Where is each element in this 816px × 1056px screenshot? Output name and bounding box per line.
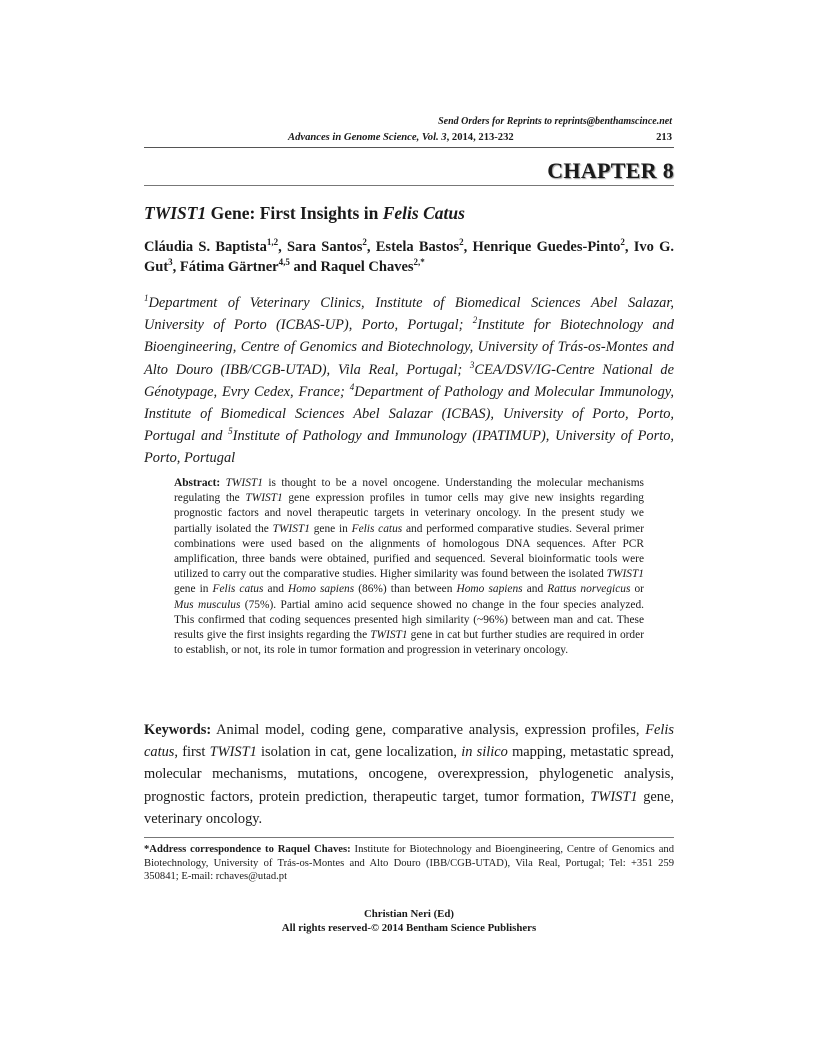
author-name: Fátima Gärtner [179,259,279,275]
keyword-text: Animal model, coding gene, comparative analysis, expression profiles, [211,722,646,738]
abstract-text: or [630,583,644,596]
abstract-text: Rattus norvegicus [547,583,631,596]
keyword-text: in silico [461,744,508,761]
keyword-text: veterinary oncology. [144,810,263,827]
abstract-text: Homo sapiens [456,583,523,596]
author-separator: , [366,239,376,255]
title-species: Felis Catus [382,203,465,223]
author-name: Ivo G. Gut [144,239,675,275]
abstract-text: is thought to be a novel oncogene. Understanding the molecular mechanisms regulating the [174,477,644,505]
author-separator: , [172,259,180,275]
author-name: Cláudia S. Baptista [144,239,267,255]
abstract-text: (75%). Partial amino acid sequence showed no change in the four species analyzed. This confirmed that coding sequences presented high similarity (~96%) between man and cat. These results give the first insights regarding the [174,598,644,642]
affiliation-number: 4 [349,382,355,393]
abstract-text: Mus musculus [174,598,241,611]
author-separator: , [463,239,473,255]
header-divider [144,147,674,148]
author-affiliation-ref: 2 [620,237,625,248]
keyword-text: , [670,788,674,805]
affiliation-number: 2 [472,315,478,326]
chapter-title [144,203,674,224]
abstract-text: and [263,583,289,596]
footnote-text: Institute for Biotechnology and Bioengineering, Centre of Genomics and Biotechnology, University of Trás-os-Montes and Alto Douro (IBB/CGB-UTAD), Vila Real, Portugal; Tel: +351 259 350841; E-mail: rchaves@utad.pt [144,844,674,883]
abstract-text: gene in [174,583,213,596]
footnote-divider [144,837,674,838]
chapter-label: CHAPTER 8 [547,158,674,183]
affiliation-number: 5 [228,426,233,437]
keywords [144,719,674,830]
author-separator: , [278,239,288,255]
footnote-label: *Address correspondence to Raquel Chaves: [144,844,351,855]
affiliations [144,292,674,470]
rights-line: All rights reserved-© 2014 Bentham Science Publishers [281,922,537,934]
author-affiliation-ref: 2 [362,237,367,248]
author-separator: , [624,239,634,255]
affiliation-text: CEA/DSV/IG-Centre National de Génotypage, Evry Cedex, France; [144,361,674,400]
keyword-text: Felis catus [144,722,674,761]
abstract-text: Homo sapiens [288,583,355,596]
affiliation-text: Institute of Pathology and Immunology (IPATIMUP), University of Porto, Porto, Portugal [144,428,674,467]
author-affiliation-ref: 1,2 [266,237,279,248]
abstract-text: TWIST1 [370,629,408,642]
author-list [144,237,674,277]
abstract-text: and performed comparative studies. Several primer combinations were used based on the alignments of homologous DNA sequences. After PCR amplification, three bands were obtained, purified and sequenced. Several bioinformatic tools were utilized to carry out the comparative studies. Higher similarity was found between the isolated [174,522,645,581]
abstract-text: gene expression profiles in tumor cells may give new insights regarding prognostic factors and novel therapeutic targets in veterinary oncology. In the present study we partially isolated the [174,492,644,535]
affiliation-number: 3 [469,359,475,370]
keywords-body [144,722,674,827]
author-name: Raquel Chaves [320,259,414,275]
abstract-text: and [522,583,548,596]
abstract [174,476,644,658]
abstract-text: (86%) than between [354,583,457,596]
abstract-text: TWIST1 [606,568,644,581]
reprint-note: Send Orders for Reprints to reprints@benthamscince.net [438,116,672,127]
keyword-text: mapping, metastatic spread, molecular mechanisms, mutations, oncogene, overexpression, phylogenetic analysis, prognostic factors, protein prediction, therapeutic target, tumor formation, [144,744,675,805]
abstract-text: Felis catus [351,522,403,535]
page-number: 213 [656,132,672,143]
keyword-text: TWIST1 [590,788,638,805]
keyword-text: , first [174,744,210,761]
author-name: Henrique Guedes-Pinto [472,239,621,255]
keyword-text: isolation in cat, gene localization, [256,744,462,761]
title-gene: TWIST1 [144,203,207,223]
publisher-footer [144,907,674,935]
abstract-text: gene in [309,522,352,535]
affiliation-text: Department of Pathology and Molecular Immunology, Institute of Biomedical Sciences Abel Salazar (ICBAS), University of Porto, Porto, Portugal and [144,383,674,445]
abstract-label: Abstract: [174,477,221,489]
affiliation-number: 1 [144,293,149,304]
abstract-text: TWIST1 [225,477,263,489]
affiliation-text: Department of Veterinary Clinics, Institute of Biomedical Sciences Abel Salazar, University of Porto (ICBAS-UP), Porto, Portugal; [144,295,674,334]
author-name: Estela Bastos [375,239,460,255]
keywords-label: Keywords: [144,722,212,738]
author-affiliation-ref: 3 [168,257,173,268]
chapter-divider [144,185,674,186]
journal-citation [288,132,514,143]
author-affiliation-ref: 4,5 [278,257,290,268]
author-affiliation-ref: 2 [459,237,464,248]
abstract-body [174,477,644,656]
affiliation-text: Institute for Biotechnology and Bioengineering, Centre of Genomics and Biotechnology, University of Trás-os-Montes and Alto Douro (IBB/CGB-UTAD), Vila Real, Portugal; [144,317,674,378]
author-separator: and [289,259,321,275]
editor-line: Christian Neri (Ed) [364,908,454,920]
keyword-text: gene [637,788,671,805]
abstract-text: TWIST1 [245,492,283,505]
author-name: Sara Santos [287,239,363,255]
correspondence-footnote [144,843,674,884]
author-affiliation-ref: 2,* [413,257,425,268]
abstract-text: Felis catus [212,583,264,596]
abstract-text: TWIST1 [272,522,310,535]
abstract-text: gene in cat but further studies are required in order to establish, or not, its role in tumor formation and progression in veterinary oncology. [174,629,644,657]
keyword-text: TWIST1 [209,744,257,761]
title-middle: Gene: First Insights in [206,203,383,223]
journal-name: Advances in Genome Science, Vol. 3 [288,132,447,143]
journal-year-pages: , 2014, 213-232 [446,132,514,143]
journal-header [288,132,672,143]
